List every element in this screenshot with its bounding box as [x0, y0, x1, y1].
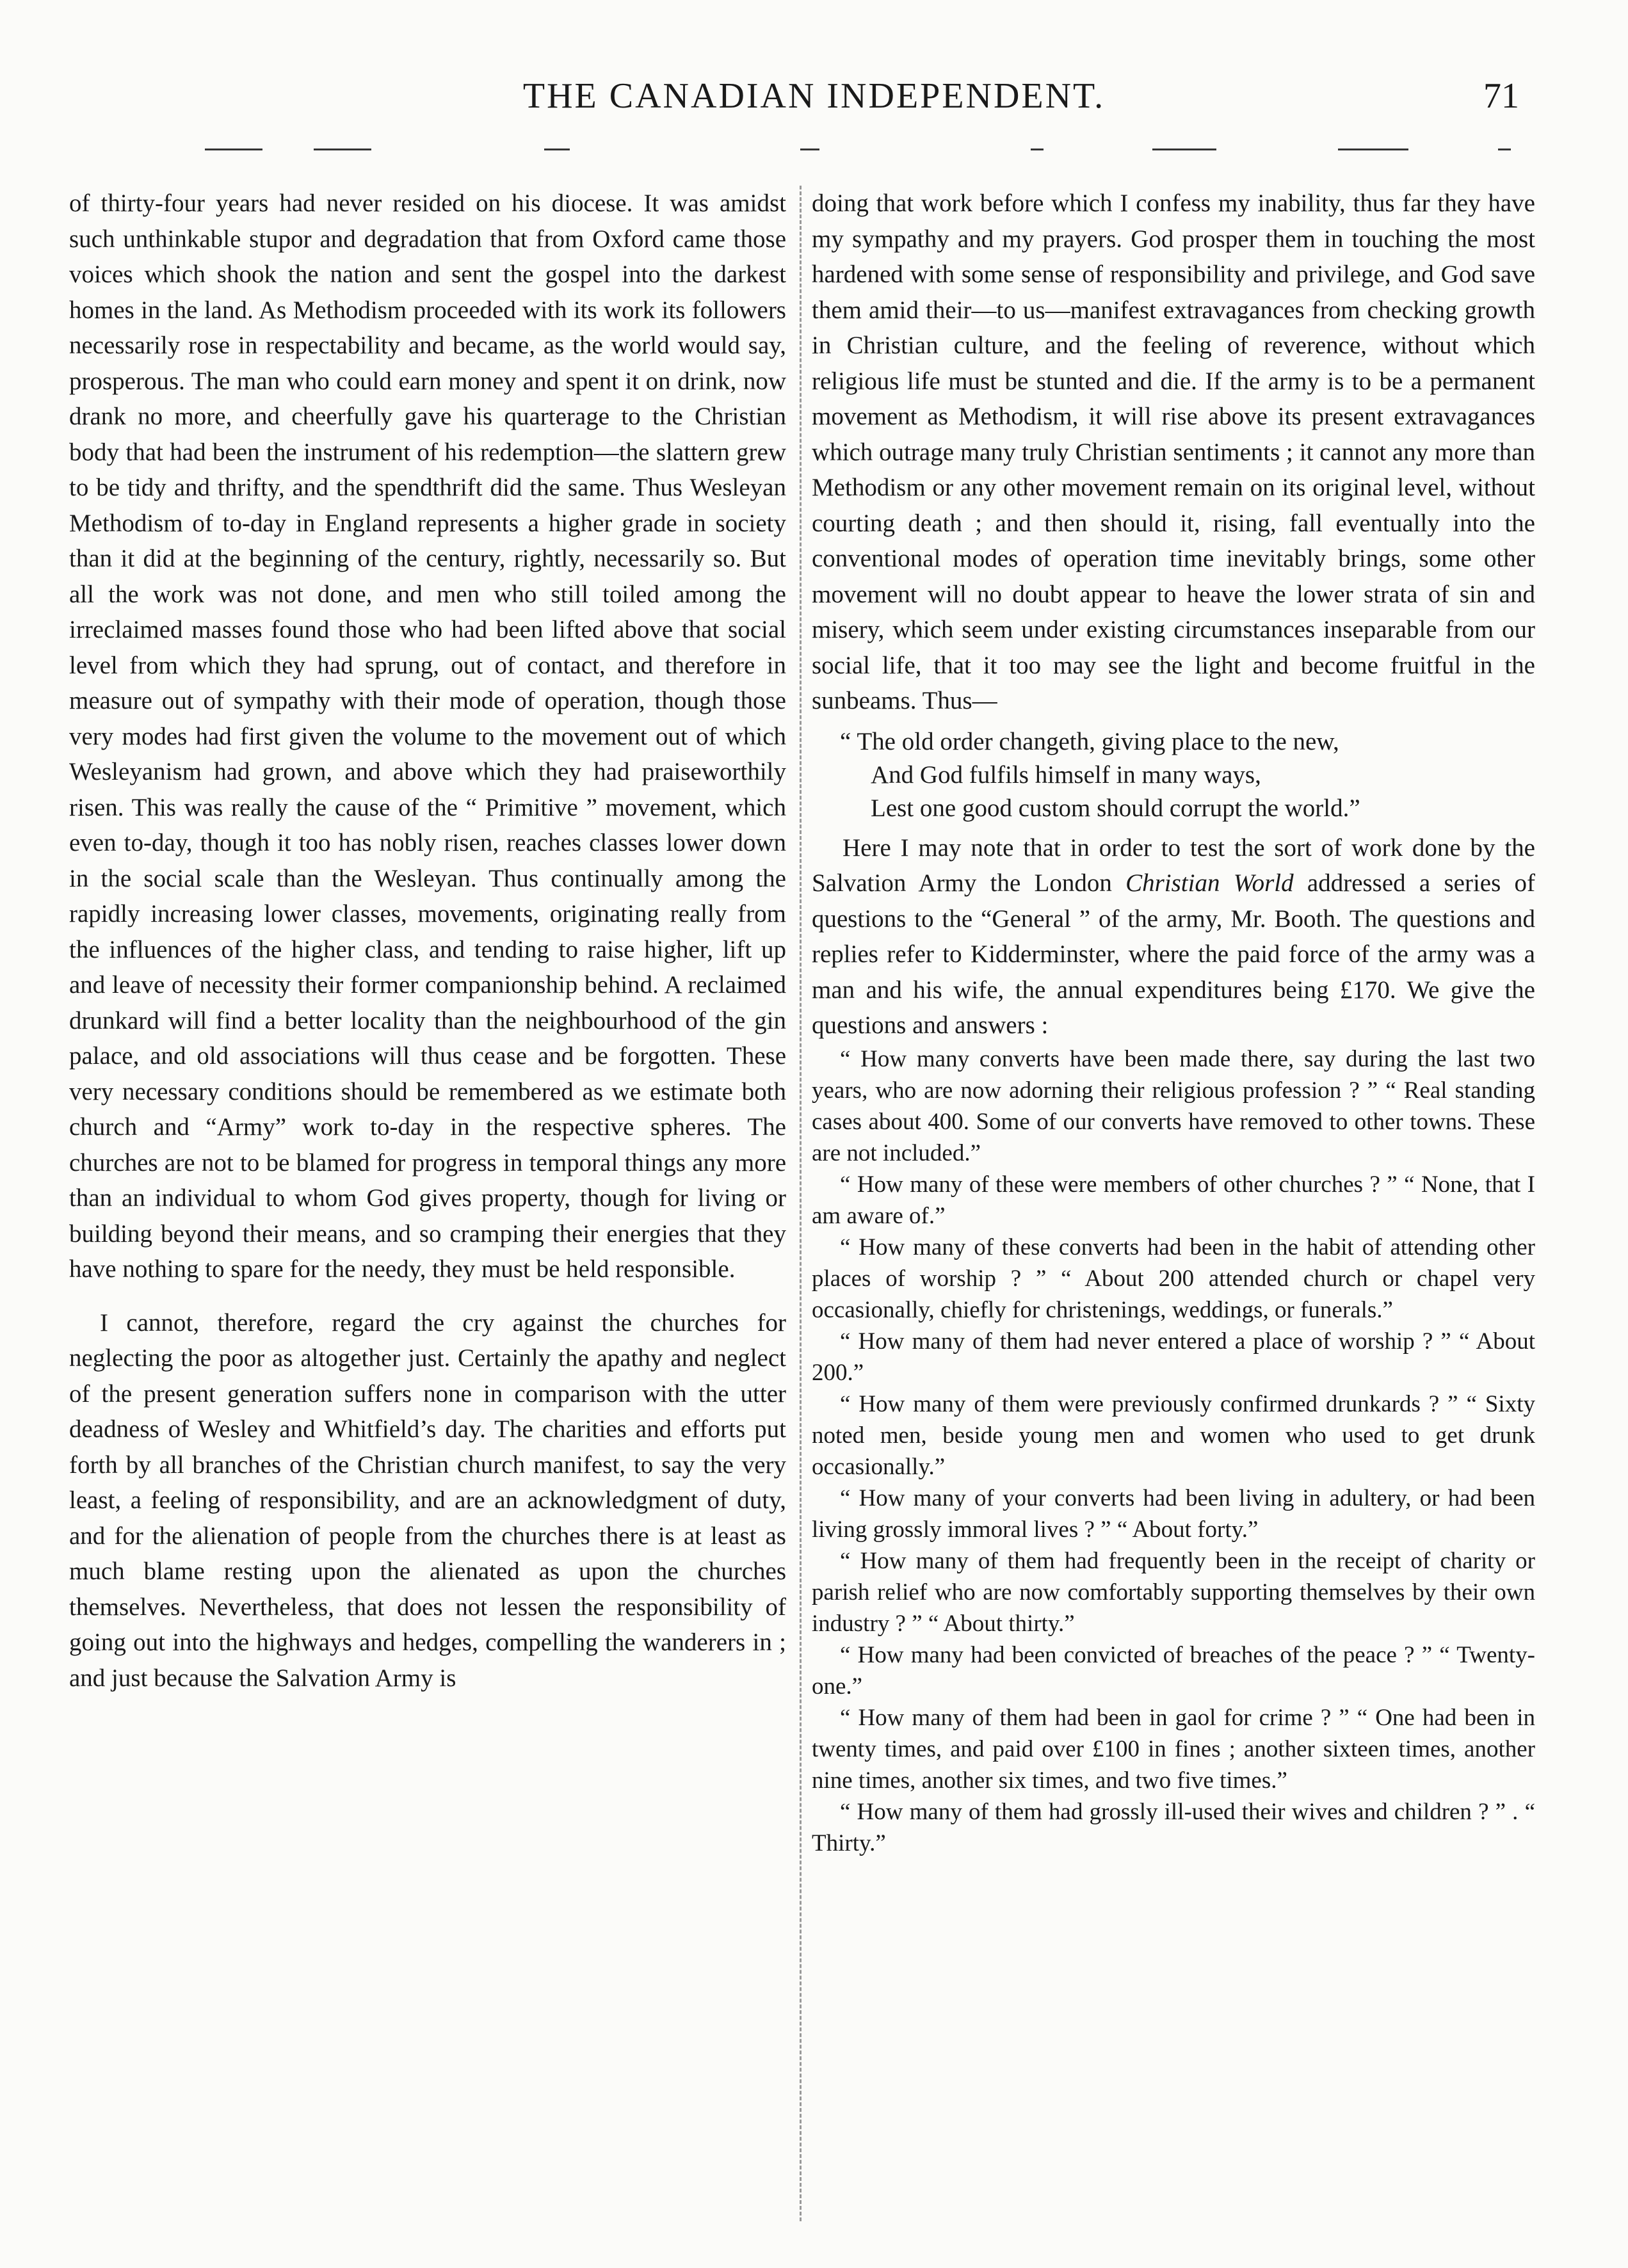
qa-item: “ How many of these were members of other churches ? ” “ None, that I am aware of.” [812, 1171, 1535, 1229]
qa-item: “ How many had been convicted of breaches of the peace ? ” “ Twenty-one.” [812, 1641, 1535, 1700]
right-column [812, 186, 1535, 1859]
left-paragraph-1: of thirty-four years had never resided on his diocese. It was amidst such unthinkable stupor and degradation that from Oxford came those voices which shook the nation and sent the gospel into the darkest homes in the land. As Methodism proceeded with its work its followers necessarily rose in respectability and became, as the world would say, prosperous. The man who could earn money and spent it on drink, now drank no more, and cheerfully gave his quarterage to the Christian body that had been the instrument of his redemption—the slattern grew to be tidy and thrifty, and the spendthrift did the same. Thus Wesleyan Methodism of to-day in England represents a higher grade in society than it did at the beginning of the century, rightly, necessarily so. But all the work was not done, and men who still toiled among the irreclaimed masses found those who had been lifted above that social level from which they had sprung, out of contact, and therefore in measure out of sympathy with their mode of operation, though those very modes had first given the volume to the movement out of which Wesleyanism had grown, and above which they had praiseworthily risen. This was really the cause of the “ Primitive ” movement, which even to-day, though it too has nobly risen, reaches classes lower down in the social scale than the Wesleyan. Thus continually among the rapidly increasing lower classes, movements, originating really from the influences of the higher class, and tending to raise higher, lift up and leave of necessity their former companionship behind. A reclaimed drunkard will find a better locality than the neighbourhood of the gin palace, and old associations will thus cease and be forgotten. These very necessary conditions should be remembered as we estimate both church and “Army” work to-day in the respective spheres. The churches are not to be blamed for progress in temporal things any more than an individual to whom God gives property, though for living or building beyond their means, and so cramping their energies that they have nothing to spare for the needy, they must be held responsible. [69, 189, 786, 1283]
left-column [69, 186, 786, 1696]
qa-item: “ How many of them had been in gaol for crime ? ” “ One had been in twenty times, and paid over £100 in fines ; another sixteen times, another nine times, another six times, and two five times.” [812, 1704, 1535, 1794]
poem-line: Lest one good custom should corrupt the world.” [871, 794, 1360, 822]
paragraph-text: addressed a series of questions to the “General ” of the army, Mr. Booth. The questions and replies refer to Kidderminster, where the paid force of the army was a man and his wife, the annual expenditures being £170. We give the questions and answers : [812, 869, 1536, 1039]
qa-item: “ How many of them had never entered a place of worship ? ” “ About 200.” [812, 1328, 1535, 1386]
page-header [0, 76, 1628, 127]
publication-name: Christian World [1125, 869, 1294, 897]
qa-item: “ How many of these converts had been in the habit of attending other places of worship ? ” “ About 200 attended church or chapel very occasionally, chiefly for christenings, weddings, or funerals.” [812, 1234, 1535, 1323]
qa-item: “ How many of your converts had been living in adultery, or had been living grossly immoral lives ? ” “ About forty.” [812, 1484, 1535, 1543]
questions-and-answers [812, 1043, 1535, 1859]
qa-item: “ How many converts have been made there, say during the last two years, who are now adorning their religious profession ? ” “ Real standing cases about 400. Some of our converts have removed to other towns. These are not included.” [812, 1045, 1535, 1166]
paragraph-text: Here I may note that in order to test the sort of work done by the Salvation Army the London [812, 833, 1535, 897]
column-divider [800, 186, 802, 2221]
qa-item: “ How many of them were previously confirmed drunkards ? ” “ Sixty noted men, beside young men and women who used to get drunk occasionally.” [812, 1390, 1535, 1480]
left-paragraph-2: I cannot, therefore, regard the cry against the churches for neglecting the poor as altogether just. Certainly the apathy and neglect of the present generation suffers none in comparison with the utter deadness of Wesley and Whitfield’s day. The charities and efforts put forth by all branches of the Christian church manifest, to say the very least, a feeling of responsibility, and are an acknowledgment of duty, and for the alienation of people from the churches there is at least as much blame resting upon the alienated as upon the churches themselves. Nevertheless, that does not lessen the responsibility of going out into the highways and hedges, compelling the wanderers in ; and just because the Salvation Army is [69, 1308, 786, 1692]
right-paragraph-1: doing that work before which I confess my inability, thus far they have my sympathy and my prayers. God prosper them in touching the most hardened with some sense of responsibility and privilege, and God save them amid their—to us—manifest extravagances from checking growth in Christian culture, and the feeling of reverence, without which religious life must be stunted and die. If the army is to be a permanent movement as Methodism, it will rise above its present extravagances which outrage many truly Christian sentiments ; it cannot any more than Methodism or any other movement remain on its original level, without courting death ; and then should it, rising, fall eventually into the conventional modes of operation time inevitably brings, some other movement will no doubt appear to heave the lower strata of sin and misery, which seem under existing circumstances inseparable from our social life, that it too may see the light and become fruitful in the sunbeams. Thus— [812, 189, 1535, 714]
page-number: 71 [1483, 76, 1519, 116]
right-paragraph-2 [812, 830, 1535, 1043]
poem-quote [840, 725, 1535, 825]
qa-item: “ How many of them had grossly ill-used their wives and children ? ” . “ Thirty.” [812, 1798, 1535, 1856]
poem-line: And God fulfils himself in many ways, [871, 760, 1261, 789]
header-rule [70, 149, 1558, 150]
publication-title: THE CANADIAN INDEPENDENT. [522, 76, 1106, 116]
poem-line: “ The old order changeth, giving place to the new, [840, 727, 1339, 755]
qa-item: “ How many of them had frequently been in the receipt of charity or parish relief who are now comfortably supporting themselves by their own industry ? ” “ About thirty.” [812, 1547, 1535, 1637]
